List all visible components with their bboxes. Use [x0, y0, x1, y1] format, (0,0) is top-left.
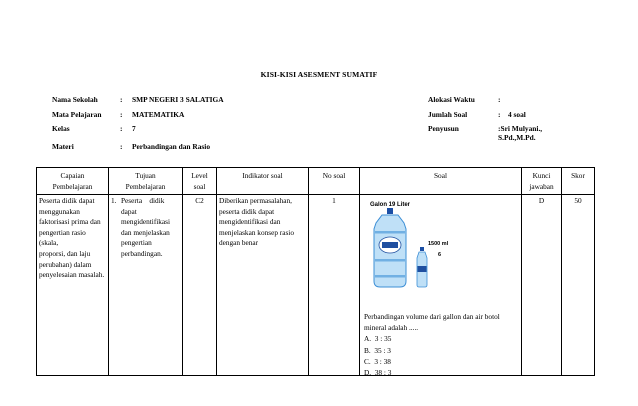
question-block — [364, 311, 500, 378]
document-title: KISI-KISI ASESMENT SUMATIF — [260, 70, 378, 79]
cell-skor: 50 — [562, 195, 595, 376]
value-mata-pelajaran: MATEMATIKA — [132, 110, 185, 119]
option-b: B. 35 : 3 — [364, 345, 391, 355]
bottle-icon — [417, 247, 427, 287]
label-alokasi-waktu: Alokasi Waktu — [428, 95, 475, 104]
question-text: Perbandingan volume dari gallon dan air botol — [364, 312, 500, 321]
colon: : — [498, 95, 501, 104]
label-jumlah-soal: Jumlah Soal — [428, 110, 468, 119]
cell-no-soal: 1 — [309, 195, 360, 376]
header-no-soal: No soal — [309, 168, 360, 195]
label-mata-pelajaran: Mata Pelajaran — [52, 110, 102, 119]
gallon-icon — [374, 208, 406, 287]
value-jumlah-soal: 4 soal — [508, 110, 526, 119]
option-d: D. 38 : 3 — [364, 368, 392, 378]
option-c: C. 3 : 38 — [364, 356, 391, 366]
header-soal: Soal — [360, 168, 522, 195]
header-kunci: Kunci jawaban — [522, 168, 562, 195]
header-skor: Skor — [562, 168, 595, 195]
label-kelas: Kelas — [52, 124, 70, 133]
info-right — [428, 95, 598, 155]
cell-kunci: D — [522, 195, 562, 376]
value-nama-sekolah: SMP NEGERI 3 SALATIGA — [132, 95, 224, 104]
label-materi: Materi — [52, 142, 74, 151]
kisi-kisi-table — [36, 167, 595, 376]
cell-indikator: Diberikan permasalahan, peserta didik dapat mengidentifikasi dan menjelaskan konsep rasio dengan benar — [217, 195, 309, 376]
header-indikator: Indikator soal — [217, 168, 309, 195]
table-row — [37, 195, 595, 376]
table-header-row — [37, 168, 595, 195]
colon: : — [120, 95, 123, 104]
water-gallon-bottle-image — [368, 199, 476, 291]
value-penyusun-title: S.Pd.,M.Pd. — [498, 133, 536, 142]
cell-level: C2 — [183, 195, 217, 376]
label-penyusun: Penyusun — [428, 124, 459, 133]
colon: : — [120, 142, 123, 151]
bottle-label: 1500 ml — [428, 241, 449, 247]
colon: : — [120, 124, 123, 133]
colon: : — [498, 110, 501, 119]
info-left — [52, 95, 382, 165]
value-penyusun: :Sri Mulyani., — [498, 124, 543, 133]
header-capaian: Capaian Pembelajaran — [37, 168, 109, 195]
header-tujuan: Tujuan Pembelajaran — [109, 168, 183, 195]
svg-text:6: 6 — [438, 252, 442, 258]
question-text: mineral adalah ..... — [364, 323, 419, 333]
value-kelas: 7 — [132, 124, 136, 133]
cell-tujuan: 1. Peserta didik dapat mengidentifikasi dan menjelaskan pengertian perbandingan. — [109, 195, 183, 376]
label-nama-sekolah: Nama Sekolah — [52, 95, 98, 104]
header-level: Level soal — [183, 168, 217, 195]
value-materi: Perbandingan dan Rasio — [132, 142, 211, 151]
gallon-label: Galon 19 Liter — [370, 202, 411, 208]
colon: : — [120, 110, 123, 119]
cell-capaian: Peserta didik dapat menggunakan faktorisasi prima dan pengertian rasio (skala, proporsi, dan laju perubahan) dalam penyelesaian masalah. — [37, 195, 109, 376]
cell-soal — [360, 195, 522, 376]
tujuan-number: 1. — [111, 196, 117, 205]
option-a: A. 3 : 35 — [364, 334, 392, 344]
